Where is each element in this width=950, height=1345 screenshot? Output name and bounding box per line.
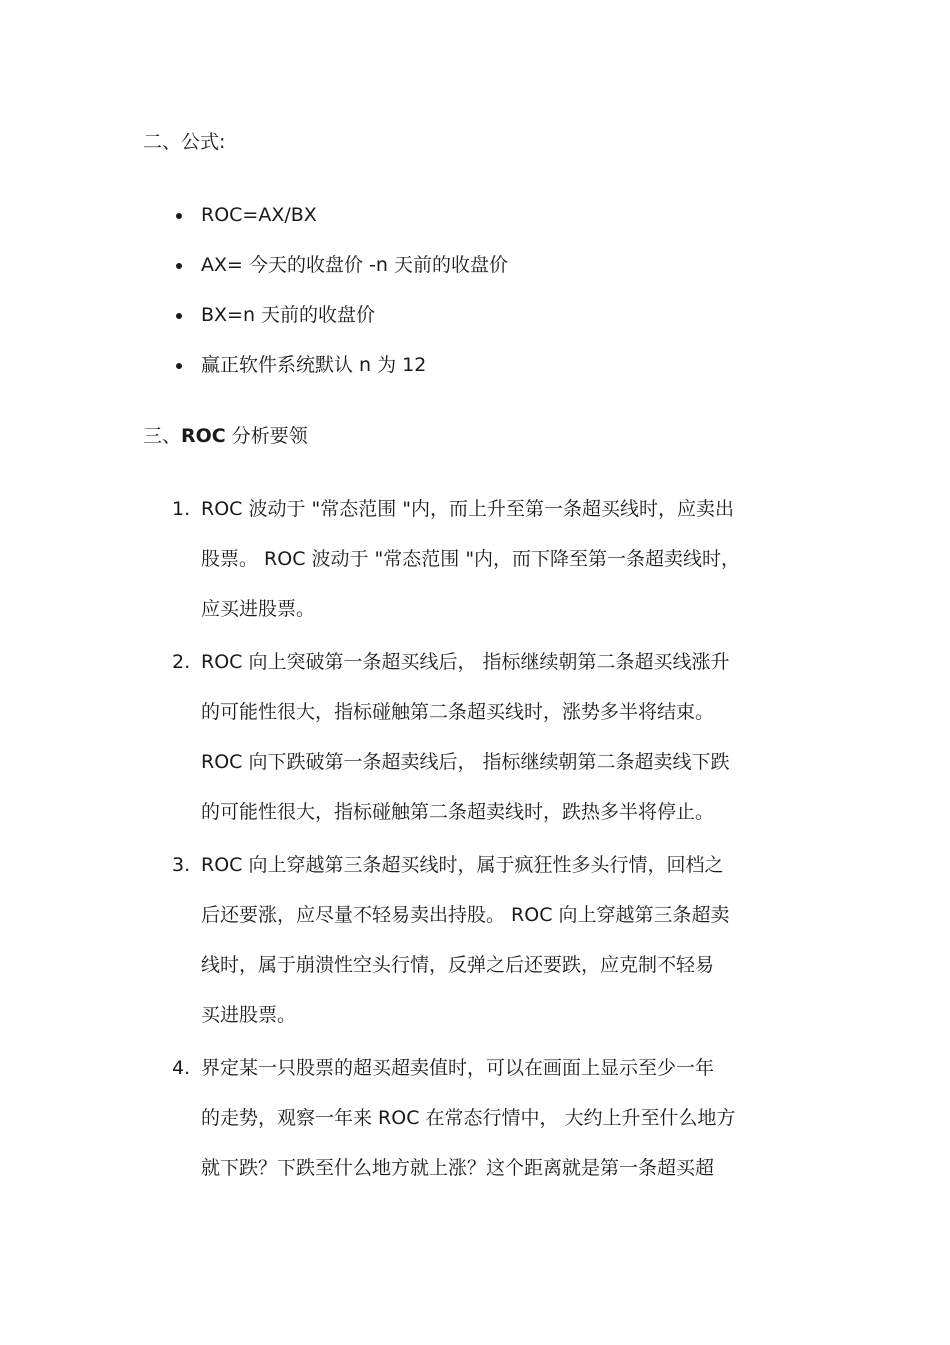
analysis-list (172, 494, 740, 1203)
item-line: 买进股票。 (201, 1004, 297, 1026)
formula-text: AX= 今天的收盘价 -n 天前的收盘价 (201, 254, 508, 276)
analysis-item (172, 647, 740, 847)
section-heading-analysis (143, 424, 308, 448)
item-line: 的走势，观察一年来 ROC 在常态行情中， 大约上升至什么地方 (201, 1107, 736, 1129)
item-line: 界定某一只股票的超买超卖值时，可以在画面上显示至少一年 (201, 1057, 715, 1079)
bullet-icon (176, 313, 182, 319)
item-line: 的可能性很大，指标碰触第二条超买线时，涨势多半将结束。 (201, 701, 715, 723)
item-line: 的可能性很大，指标碰触第二条超卖线时，跌热多半将停止。 (201, 801, 715, 823)
item-line: 线时，属于崩溃性空头行情，反弹之后还要跌，应克制不轻易 (201, 954, 715, 976)
item-number: 1. (172, 498, 191, 520)
formula-text: BX=n 天前的收盘价 (201, 304, 376, 326)
item-line: ROC 波动于 "常态范围 "内，而上升至第一条超买线时，应卖出 (201, 498, 735, 520)
item-line: 股票。 ROC 波动于 "常态范围 "内，而下降至第一条超卖线时， (201, 548, 741, 570)
item-number: 3. (172, 854, 191, 876)
section-heading-keyword: ROC (181, 425, 226, 447)
section-heading-formula (143, 130, 225, 154)
section-heading-text: 二、公式: (143, 131, 226, 153)
bullet-icon (176, 263, 182, 269)
analysis-item (172, 494, 740, 644)
item-line: 后还要涨，应尽量不轻易卖出持股。 ROC 向上穿越第三条超卖 (201, 904, 730, 926)
item-number: 4. (172, 1057, 191, 1079)
analysis-item (172, 1053, 740, 1203)
item-number: 2. (172, 651, 191, 673)
formula-text: 赢正软件系统默认 n 为 12 (201, 354, 427, 376)
item-line: 应买进股票。 (201, 598, 316, 620)
analysis-item (172, 850, 740, 1050)
item-line: ROC 向上突破第一条超买线后， 指标继续朝第二条超买线涨升 (201, 651, 730, 673)
section-heading-title: 分析要领 (225, 425, 308, 447)
formula-text: ROC=AX/BX (201, 204, 317, 226)
bullet-icon (176, 363, 182, 369)
section-heading-prefix: 三、 (143, 425, 182, 447)
item-line: ROC 向上穿越第三条超买线时，属于疯狂性多头行情，回档之 (201, 854, 724, 876)
item-line: 就下跌？下跌至什么地方就上涨？这个距离就是第一条超买超 (201, 1157, 715, 1179)
item-line: ROC 向下跌破第一条超卖线后， 指标继续朝第二条超卖线下跌 (201, 751, 730, 773)
bullet-icon (176, 213, 182, 219)
